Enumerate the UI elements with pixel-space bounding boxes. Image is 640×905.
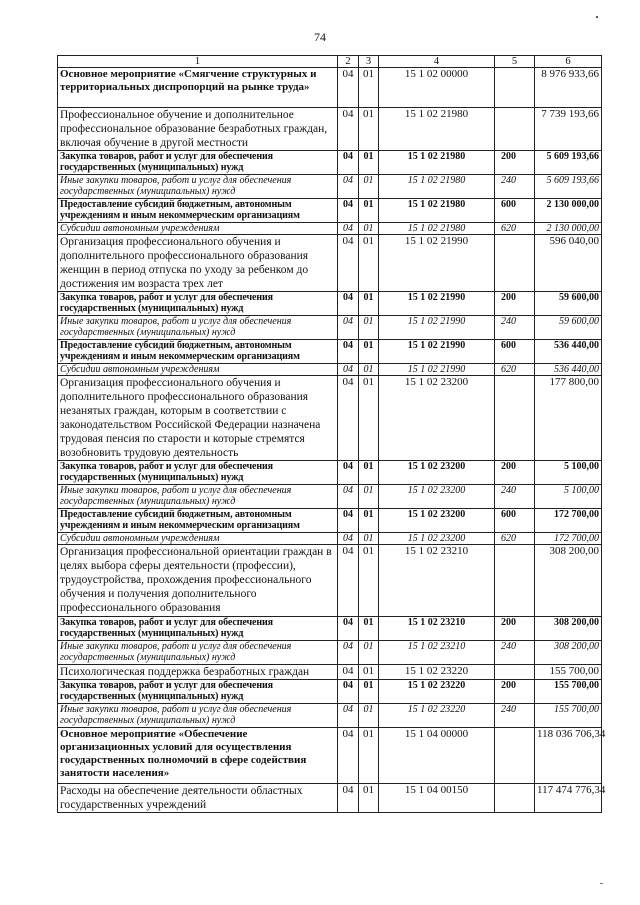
header-cell-4: 4 bbox=[379, 56, 495, 68]
row-subsection: 01 bbox=[359, 68, 379, 108]
row-section: 04 bbox=[338, 108, 359, 151]
row-expense-type bbox=[495, 376, 535, 461]
row-target-code: 15 1 02 21980 bbox=[379, 151, 495, 175]
row-name: Расходы на обеспечение деятельности областных государственных учреждений bbox=[58, 784, 338, 813]
table-row bbox=[58, 533, 602, 545]
row-subsection: 01 bbox=[359, 728, 379, 784]
row-section: 04 bbox=[338, 680, 359, 704]
row-subsection: 01 bbox=[359, 316, 379, 340]
row-name: Закупка товаров, работ и услуг для обеспечения государственных (муниципальных) нужд bbox=[58, 461, 338, 485]
header-cell-5: 5 bbox=[495, 56, 535, 68]
table-row bbox=[58, 485, 602, 509]
table-row bbox=[58, 292, 602, 316]
row-expense-type: 240 bbox=[495, 316, 535, 340]
row-name: Организация профессионального обучения и дополнительного профессионального образования незанятых граждан, которым в соответствии с законодательством Российской Федерации назначена трудовая пенсия по старости и которые стремятся возобновить трудовую деятельность bbox=[58, 376, 338, 461]
row-target-code: 15 1 02 23210 bbox=[379, 617, 495, 641]
row-expense-type: 200 bbox=[495, 617, 535, 641]
row-amount: 8 976 933,66 bbox=[535, 68, 602, 108]
row-name: Закупка товаров, работ и услуг для обеспечения государственных (муниципальных) нужд bbox=[58, 680, 338, 704]
row-subsection: 01 bbox=[359, 704, 379, 728]
row-expense-type bbox=[495, 545, 535, 617]
row-subsection: 01 bbox=[359, 364, 379, 376]
table-row bbox=[58, 461, 602, 485]
table-row bbox=[58, 235, 602, 292]
row-name: Предоставление субсидий бюджетным, автономным учреждениям и иным некоммерческим организациям bbox=[58, 199, 338, 223]
row-subsection: 01 bbox=[359, 199, 379, 223]
row-subsection: 01 bbox=[359, 108, 379, 151]
row-amount: 308 200,00 bbox=[535, 617, 602, 641]
header-cell-3: 3 bbox=[359, 56, 379, 68]
row-expense-type bbox=[495, 235, 535, 292]
row-amount: 596 040,00 bbox=[535, 235, 602, 292]
row-subsection: 01 bbox=[359, 509, 379, 533]
row-subsection: 01 bbox=[359, 376, 379, 461]
row-expense-type: 240 bbox=[495, 175, 535, 199]
row-name: Предоставление субсидий бюджетным, автономным учреждениям и иным некоммерческим организациям bbox=[58, 509, 338, 533]
row-name: Основное мероприятие «Смягчение структурных и территориальных диспропорций на рынке труда» bbox=[58, 68, 338, 108]
row-amount: 5 609 193,66 bbox=[535, 175, 602, 199]
table-row bbox=[58, 728, 602, 784]
row-section: 04 bbox=[338, 728, 359, 784]
scan-speck bbox=[596, 16, 598, 18]
header-cell-6: 6 bbox=[535, 56, 602, 68]
row-section: 04 bbox=[338, 509, 359, 533]
row-subsection: 01 bbox=[359, 235, 379, 292]
row-target-code: 15 1 02 00000 bbox=[379, 68, 495, 108]
table-row bbox=[58, 784, 602, 813]
row-expense-type: 200 bbox=[495, 461, 535, 485]
row-subsection: 01 bbox=[359, 151, 379, 175]
table-row bbox=[58, 376, 602, 461]
row-expense-type: 620 bbox=[495, 533, 535, 545]
row-name: Субсидии автономным учреждениям bbox=[58, 364, 338, 376]
table-row bbox=[58, 151, 602, 175]
row-expense-type bbox=[495, 728, 535, 784]
row-amount: 172 700,00 bbox=[535, 509, 602, 533]
row-name: Иные закупки товаров, работ и услуг для обеспечения государственных (муниципальных) нужд bbox=[58, 641, 338, 665]
row-section: 04 bbox=[338, 545, 359, 617]
row-name: Профессиональное обучение и дополнительное профессиональное образование безработных граждан, включая обучение в другой местности bbox=[58, 108, 338, 151]
row-target-code: 15 1 02 21980 bbox=[379, 223, 495, 235]
table-row bbox=[58, 509, 602, 533]
row-subsection: 01 bbox=[359, 223, 379, 235]
row-target-code: 15 1 02 23200 bbox=[379, 485, 495, 509]
row-expense-type: 200 bbox=[495, 151, 535, 175]
row-target-code: 15 1 02 21980 bbox=[379, 108, 495, 151]
row-target-code: 15 1 04 00000 bbox=[379, 728, 495, 784]
row-expense-type: 600 bbox=[495, 199, 535, 223]
row-subsection: 01 bbox=[359, 680, 379, 704]
page-number: 74 bbox=[314, 30, 326, 44]
row-subsection: 01 bbox=[359, 175, 379, 199]
table-row bbox=[58, 316, 602, 340]
row-amount: 5 100,00 bbox=[535, 461, 602, 485]
row-name: Субсидии автономным учреждениям bbox=[58, 533, 338, 545]
row-section: 04 bbox=[338, 151, 359, 175]
header-cell-2: 2 bbox=[338, 56, 359, 68]
row-subsection: 01 bbox=[359, 545, 379, 617]
row-section: 04 bbox=[338, 485, 359, 509]
table-row bbox=[58, 545, 602, 617]
row-amount: 2 130 000,00 bbox=[535, 199, 602, 223]
row-section: 04 bbox=[338, 175, 359, 199]
table-row bbox=[58, 704, 602, 728]
table-row bbox=[58, 617, 602, 641]
row-subsection: 01 bbox=[359, 340, 379, 364]
row-amount: 5 100,00 bbox=[535, 485, 602, 509]
row-section: 04 bbox=[338, 235, 359, 292]
row-target-code: 15 1 02 23200 bbox=[379, 461, 495, 485]
row-target-code: 15 1 02 23220 bbox=[379, 704, 495, 728]
row-expense-type: 240 bbox=[495, 641, 535, 665]
row-expense-type: 240 bbox=[495, 485, 535, 509]
row-expense-type: 200 bbox=[495, 680, 535, 704]
row-name: Иные закупки товаров, работ и услуг для обеспечения государственных (муниципальных) нужд bbox=[58, 485, 338, 509]
row-target-code: 15 1 04 00150 bbox=[379, 784, 495, 813]
row-target-code: 15 1 02 23210 bbox=[379, 641, 495, 665]
header-row bbox=[58, 56, 602, 68]
row-section: 04 bbox=[338, 223, 359, 235]
row-expense-type: 620 bbox=[495, 364, 535, 376]
row-amount: 308 200,00 bbox=[535, 545, 602, 617]
header-cell-1: 1 bbox=[58, 56, 338, 68]
row-expense-type bbox=[495, 108, 535, 151]
row-subsection: 01 bbox=[359, 461, 379, 485]
row-expense-type: 240 bbox=[495, 704, 535, 728]
row-amount: 7 739 193,66 bbox=[535, 108, 602, 151]
row-target-code: 15 1 02 23200 bbox=[379, 376, 495, 461]
row-target-code: 15 1 02 21980 bbox=[379, 175, 495, 199]
row-expense-type: 620 bbox=[495, 223, 535, 235]
row-name: Закупка товаров, работ и услуг для обеспечения государственных (муниципальных) нужд bbox=[58, 151, 338, 175]
row-subsection: 01 bbox=[359, 292, 379, 316]
row-amount: 155 700,00 bbox=[535, 680, 602, 704]
table-row bbox=[58, 223, 602, 235]
row-expense-type: 600 bbox=[495, 340, 535, 364]
row-section: 04 bbox=[338, 533, 359, 545]
row-section: 04 bbox=[338, 617, 359, 641]
row-section: 04 bbox=[338, 704, 359, 728]
row-expense-type bbox=[495, 665, 535, 680]
row-amount: 172 700,00 bbox=[535, 533, 602, 545]
row-target-code: 15 1 02 21990 bbox=[379, 292, 495, 316]
row-section: 04 bbox=[338, 665, 359, 680]
budget-table-body bbox=[58, 56, 606, 813]
row-amount: 536 440,00 bbox=[535, 340, 602, 364]
table-row bbox=[58, 68, 602, 108]
row-name: Субсидии автономным учреждениям bbox=[58, 223, 338, 235]
row-target-code: 15 1 02 21990 bbox=[379, 316, 495, 340]
row-name: Закупка товаров, работ и услуг для обеспечения государственных (муниципальных) нужд bbox=[58, 617, 338, 641]
row-section: 04 bbox=[338, 461, 359, 485]
table-row bbox=[58, 680, 602, 704]
row-subsection: 01 bbox=[359, 784, 379, 813]
row-target-code: 15 1 02 23200 bbox=[379, 533, 495, 545]
row-name: Организация профессиональной ориентации граждан в целях выбора сферы деятельности (профессии), трудоустройства, прохождения профессионального обучения и получения дополнительного профессионального образования bbox=[58, 545, 338, 617]
row-amount: 59 600,00 bbox=[535, 292, 602, 316]
row-section: 04 bbox=[338, 784, 359, 813]
row-amount: 308 200,00 bbox=[535, 641, 602, 665]
row-subsection: 01 bbox=[359, 641, 379, 665]
row-section: 04 bbox=[338, 316, 359, 340]
row-subsection: 01 bbox=[359, 617, 379, 641]
row-name: Предоставление субсидий бюджетным, автономным учреждениям и иным некоммерческим организациям bbox=[58, 340, 338, 364]
row-target-code: 15 1 02 21980 bbox=[379, 199, 495, 223]
row-name: Организация профессионального обучения и дополнительного профессионального образования женщин в период отпуска по уходу за ребенком до достижения им возраста трех лет bbox=[58, 235, 338, 292]
row-expense-type bbox=[495, 784, 535, 813]
table-row bbox=[58, 665, 602, 680]
row-target-code: 15 1 02 21990 bbox=[379, 235, 495, 292]
row-amount: 117 474 776,34 bbox=[535, 784, 602, 813]
row-section: 04 bbox=[338, 376, 359, 461]
table-row bbox=[58, 108, 602, 151]
row-name: Иные закупки товаров, работ и услуг для обеспечения государственных (муниципальных) нужд bbox=[58, 316, 338, 340]
row-name: Закупка товаров, работ и услуг для обеспечения государственных (муниципальных) нужд bbox=[58, 292, 338, 316]
row-section: 04 bbox=[338, 68, 359, 108]
row-target-code: 15 1 02 23220 bbox=[379, 665, 495, 680]
row-section: 04 bbox=[338, 292, 359, 316]
row-target-code: 15 1 02 23210 bbox=[379, 545, 495, 617]
scan-speck bbox=[600, 883, 603, 884]
row-subsection: 01 bbox=[359, 485, 379, 509]
row-amount: 2 130 000,00 bbox=[535, 223, 602, 235]
row-name: Иные закупки товаров, работ и услуг для обеспечения государственных (муниципальных) нужд bbox=[58, 704, 338, 728]
row-amount: 59 600,00 bbox=[535, 316, 602, 340]
budget-table bbox=[57, 55, 606, 813]
row-amount: 118 036 706,34 bbox=[535, 728, 602, 784]
row-section: 04 bbox=[338, 340, 359, 364]
row-name: Основное мероприятие «Обеспечение организационных условий для осуществления государственных полномочий в сфере содействия занятости населения» bbox=[58, 728, 338, 784]
table-row bbox=[58, 199, 602, 223]
row-expense-type bbox=[495, 68, 535, 108]
row-target-code: 15 1 02 23200 bbox=[379, 509, 495, 533]
row-expense-type: 600 bbox=[495, 509, 535, 533]
row-amount: 5 609 193,66 bbox=[535, 151, 602, 175]
row-amount: 155 700,00 bbox=[535, 665, 602, 680]
row-amount: 177 800,00 bbox=[535, 376, 602, 461]
table-row bbox=[58, 175, 602, 199]
table-row bbox=[58, 340, 602, 364]
row-expense-type: 200 bbox=[495, 292, 535, 316]
row-amount: 536 440,00 bbox=[535, 364, 602, 376]
row-subsection: 01 bbox=[359, 533, 379, 545]
row-target-code: 15 1 02 21990 bbox=[379, 340, 495, 364]
row-subsection: 01 bbox=[359, 665, 379, 680]
row-target-code: 15 1 02 23220 bbox=[379, 680, 495, 704]
row-name: Психологическая поддержка безработных граждан bbox=[58, 665, 338, 680]
row-section: 04 bbox=[338, 199, 359, 223]
row-target-code: 15 1 02 21990 bbox=[379, 364, 495, 376]
row-name: Иные закупки товаров, работ и услуг для обеспечения государственных (муниципальных) нужд bbox=[58, 175, 338, 199]
table-row bbox=[58, 364, 602, 376]
table-row bbox=[58, 641, 602, 665]
row-section: 04 bbox=[338, 364, 359, 376]
row-section: 04 bbox=[338, 641, 359, 665]
row-amount: 155 700,00 bbox=[535, 704, 602, 728]
